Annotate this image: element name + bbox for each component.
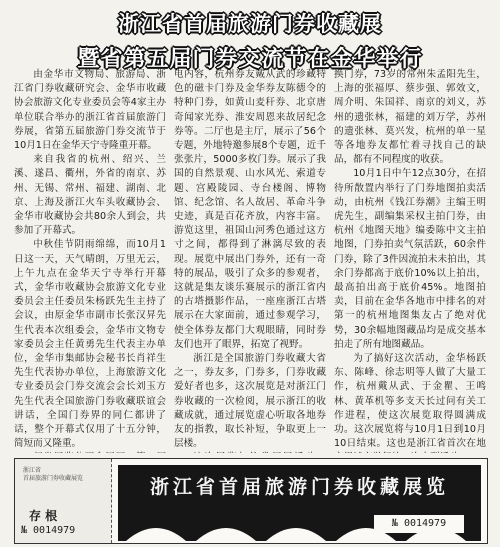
stub-issuer-text: 浙江省 首届旅游门券收藏展览 [23, 467, 84, 482]
paragraph: 换门券，73岁的常州朱孟阳先生，上海的张福厚、蔡步强、郭效文，周介明、朱国祥、南京的刘义，苏州的遗张林，福建的刘万学，苏州的遗张林、莫兴发，杭州的单一星等各地券友都忙着寻找自己的缺品，都有不同程度的收获。 [334, 69, 486, 166]
ticket-banner: 浙江省首届旅游门券收藏展览 [118, 465, 481, 505]
paragraph: 电内容，杭州券友戴从武的珍藏特色的磁卡门券及金华券友陈德令的特种门券，如黄山麦秆券、北京唐奇闻家光券、淮安周恩来故居纪念券等。二厅也是主厅，展示了56个专题，外地特邀参展8个专题，近千张张片，5000多枚门券。展示了我国的自然景观、山水风光、索道专题、宫殿陵园、寺台楼阁、博物馆、纪念馆、名人故居、革命斗争史迹，真是百花齐放，内容丰富。游览这里，祖国山河秀色通过这方寸之间，都得到了淋漓尽致的表现。展览中展出门券外，还有一奇特的展品，吸引了众多的参观者，这就是集友谈乐赛展示的浙江省内的古塔摄影作品，一座座浙江古塔展示在大家面前，通过参观学习，使全体券友都门大观眼睛，同时券友们也开了眼界，拓宽了视野。 [174, 69, 326, 350]
ticket-serial-number: № 0014979 [374, 515, 464, 533]
headline-line-2: 暨省第五届门券交流节在金华举行 [77, 47, 423, 72]
ticket-stub [15, 459, 112, 543]
ticket-image [14, 458, 488, 544]
headline-line-1: 浙江省首届旅游门券收藏展 [118, 12, 382, 36]
paragraph: 为了搞好这次活动，金华杨跃东、陈峰、徐志明等人做了大量工作，杭州戴从武、于金瞿、王鸣林、黄革机等多支天长过问有关工作进程，使这次展览取得圆满成功。这次展览将与10月1日到10月10日结束。这也是浙江省首次在地 [334, 353, 486, 450]
stub-label: 存 根 [29, 509, 58, 523]
headline [0, 0, 500, 72]
paragraph: 中秋佳节阴雨绵绵，而10月1日这一天，天气晴朗，万里无云，上午九点在金华天宁寺举行开幕式，金华市收藏协会旅游文化专业委员会主任委员朱杨跃先生主持了会议，由原金华市副市长张汉昇先生代表本次组委会，金华市文物专家委员会主任黄勇先生代表主办单位，金华市集邮协会秘书长肖祥生先生代表协办单位，上海旅游文化专业委员会门券交流会会长刘玉方先生代表全国旅游门券收藏联谊会讲话，全国门券界的同仁都讲了话，整个开幕式仅用了十五分钟，简短而又隆重。 [14, 239, 166, 450]
article-column-3 [334, 68, 486, 453]
article-body [14, 68, 488, 453]
ticket-main [112, 459, 487, 543]
paragraph: 浙江是全国旅游门券收藏大省之一，券友多，门券多，门券收藏爱好者也多，这次展览是对浙江门券收藏的一次检阅，展示浙江的收藏成就，通过展览虚心听取各地券友的指教，取长补短，争取更上一层楼。 [174, 353, 326, 450]
article-column-2 [174, 68, 326, 453]
paragraph: 10月1日中午12点30分，在招待所散置内举行了门券地图拍卖活动，由杭州《钱江券潮》主编王明虎先生，副编集采权主拍门券，由杭州《地图天地》编委陈中文主拍地图，门券拍卖气氛活跃，60余件门券，除了3件因流拍未未拍出，其余门券都高于底价10%以上拍出，最高拍出高于底价45%。地图拍卖，目前在金华各地市中排名的对第一的杭州地图集友占了绝对优势，30余幅地图藏品均是成交基本拍走了所有地图藏品。 [334, 168, 486, 350]
paragraph: 来自我省的杭州、绍兴、兰溪、遂昌、衢州，外省的南京、苏州、无锡、常州、福建、湖南、北京、上海及浙江火车头收藏协会、金华市收藏协会共80余人到会，共参加了开幕式。 [14, 154, 166, 237]
paragraph: 由金华市文物局、旅游局、浙江省门券收藏研究会、金华市收藏协会旅游文化专业委员会等4家主办单位联合举办的浙江省首届旅游门券展，省第五届旅游门券交流节于10月1日在金华天宁寺隆重开幕。 [14, 69, 166, 152]
stub-serial-number: № 0014979 [21, 525, 76, 536]
paragraph [174, 451, 326, 453]
paragraph [14, 451, 166, 453]
article-column-1 [14, 68, 166, 453]
